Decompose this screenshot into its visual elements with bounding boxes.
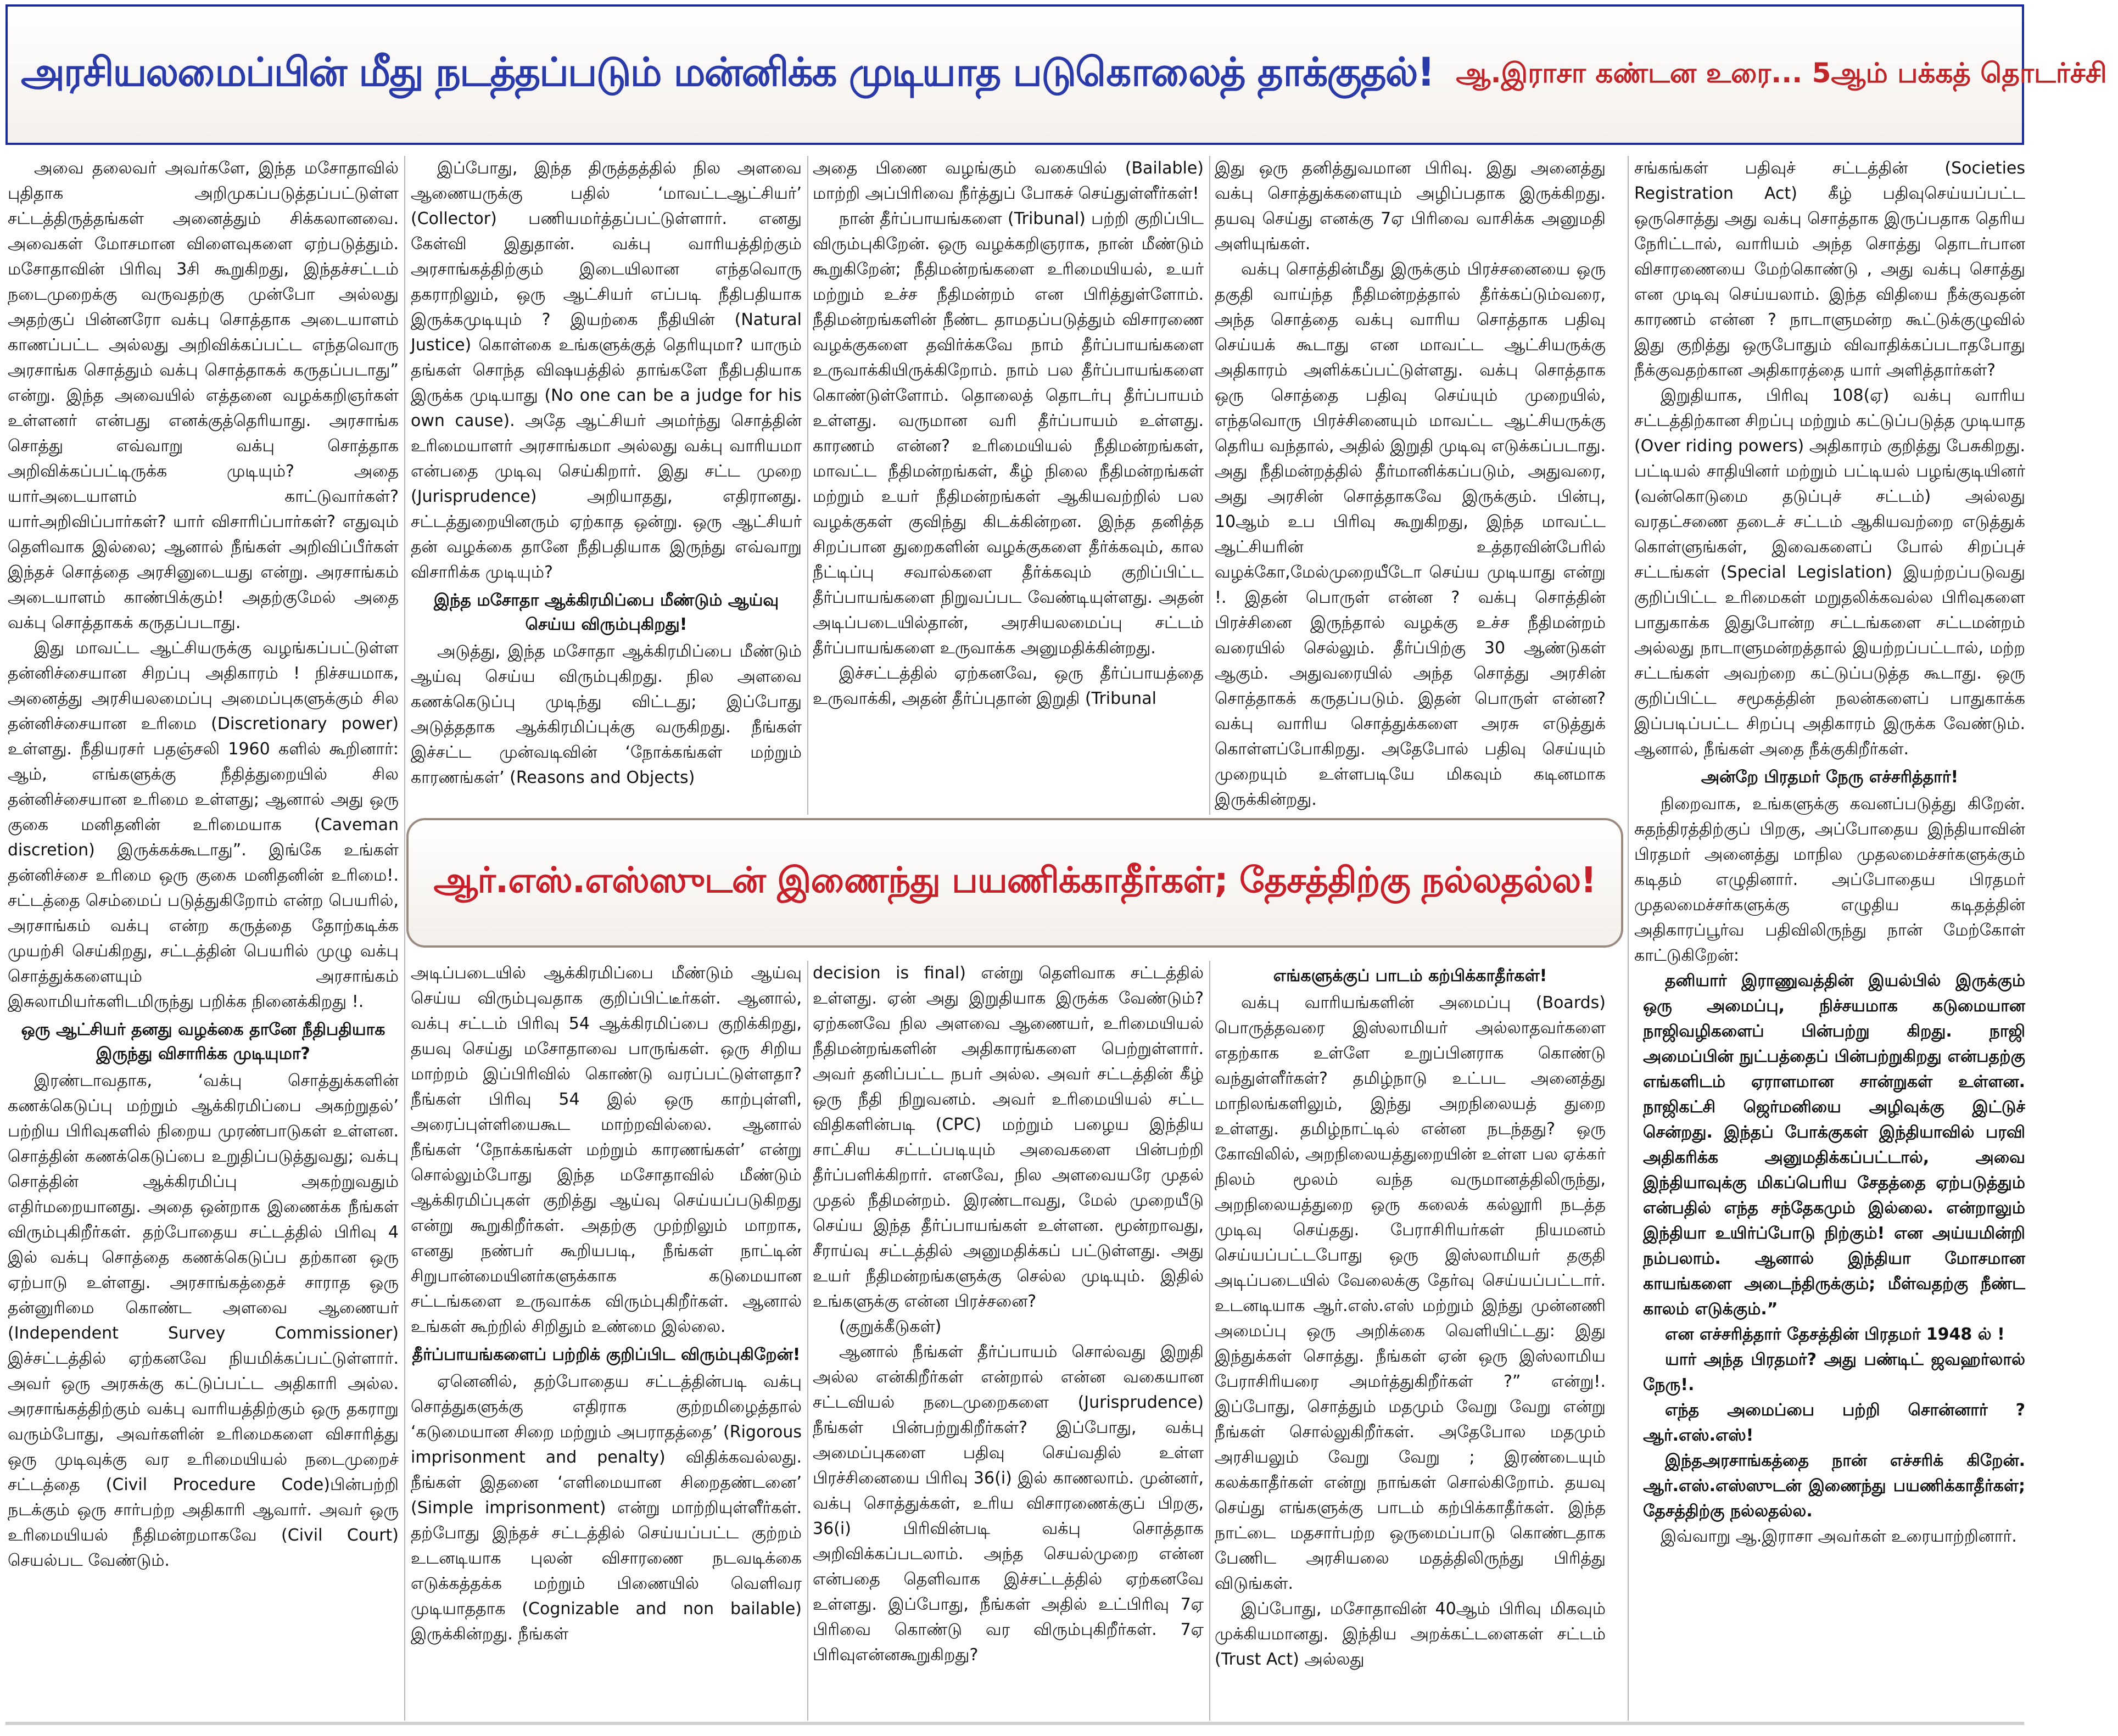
- paragraph: ஏனெனில், தற்போதைய சட்டத்தின்படி வக்பு சொத்துகளுக்கு எதிராக குற்றமிழைத்தால் ‘கடுமையான சிறை மற்றும் அபராதத்தை’ (Rigorous imprisonment and penalty) விதிக்கவல்லது. நீங்கள் இதனை ‘எளிமையான சிறைதண்டனை’ (Simple imprisonment) என்று மாற்றியுள்ளீர்கள். தற்போது இந்தச் சட்டத்தில் செய்யப்பட்ட குற்றம் உடனடியாக புலன் விசாரணை நடவடிக்கை எடுக்கத்தக்க மற்றும் பிணையில் வெளிவர முடியாததாக (Cognizable and non bailable) இருக்கின்றது. நீங்கள்: [411, 1372, 802, 1644]
- paragraph: இரண்டாவதாக, ‘வக்பு சொத்துக்களின் கணக்கெடுப்பு மற்றும் ஆக்கிரமிப்பை அகற்றுதல்’ பற்றிய பிரிவுகளில் நிறைய முரண்பாடுகள் உள்ளன. சொத்தின் கணக்கெடுப்பை உறுதிப்படுத்துவது; வக்பு சொத்தின் ஆக்கிரமிப்பு அகற்றுவதும் எதிர்மறையானது. அதை ஒன்றாக இணைக்க நீங்கள் விரும்புகிறீர்கள். தற்போதைய சட்டத்தில் பிரிவு 4 இல் வக்பு சொத்தை கணக்கெடுப்ப தற்கான ஒரு ஏற்பாடு உள்ளது. அரசாங்கத்தைச் சாராத ஒரு தன்னுரிமை கொண்ட அளவை ஆணையர் (Independent Survey Commissioner) இச்சட்டத்தில் ஏற்கனவே நியமிக்கப்பட்டுள்ளார். அவர் ஒரு அரசுக்கு கட்டுப்பட்ட அதிகாரி அல்ல. அரசாங்கத்திற்கும் வக்பு வாரியத்திற்கும் ஒரு தகராறு வரும்போது, அவர்களின் உரிமைகளை விசாரித்து ஒரு முடிவுக்கு வர உரிமையியல் நடைமுறைச் சட்டத்தை (Civil Procedure Code)பின்பற்றி நடக்கும் ஒரு சார்பற்ற அதிகாரி ஆவார். அவர் ஒரு உரிமையியல் நீதிமன்றமாகவே (Civil Court) செயல்பட வேண்டும்.: [8, 1071, 399, 1570]
- subheading: எங்களுக்குப் பாடம் கற்பிக்காதீர்கள்!: [1273, 966, 1547, 985]
- paragraph: decision is final) என்று தெளிவாக சட்டத்தில் உள்ளது. ஏன் அது இறுதியாக இருக்க வேண்டும்? ஏற்கனவே நில அளவை ஆணையர், உரிமையியல் நீதிமன்றங்களின் அதிகாரங்களை பெற்றுள்ளார். அவர் தனிப்பட்ட நபர் அல்ல. அவர் சட்டத்தின் கீழ் ஒரு நீதி நிறுவனம். அவர் உரிமையியல் சட்ட விதிகளின்படி (CPC) மற்றும் பழைய இந்திய சாட்சிய சட்டப்படியும் அவைகளை பின்பற்றி தீர்ப்பளிக்கிறார். எனவே, நில அளவையரே முதல் முதல் நீதிமன்றம். இரண்டாவது, மேல் முறையீடு செய்ய இந்த தீர்ப்பாயங்கள் உள்ளன. மூன்றாவது, சீராய்வு சட்டத்தில் அனுமதிக்கப் பட்டுள்ளது. அது உயர் நீதிமன்றங்களுக்கு செல்ல முடியும். இதில் உங்களுக்கு என்ன பிரச்சனை?: [813, 964, 1204, 1311]
- quote-question: எந்த அமைப்பை பற்றி சொன்னார் ? ஆர்.எஸ்.எஸ்!: [1643, 1401, 2025, 1445]
- quote-question: யார் அந்த பிரதமர்? அது பண்டிட் ஜவஹர்லால் நேரு!.: [1643, 1350, 2025, 1395]
- subheading: இந்த மசோதா ஆக்கிரமிப்பை மீண்டும் ஆய்வு செய்ய விரும்புகிறது!: [433, 591, 779, 634]
- paragraph: இப்போது, மசோதாவின் 40ஆம் பிரிவு மிகவும் முக்கியமானது. இந்திய அறக்கட்டளைகள் சட்டம் (Trust Act) அல்லது: [1215, 1599, 1606, 1669]
- column-divider: [1209, 156, 1210, 815]
- paragraph: நான் தீர்ப்பாயங்களை (Tribunal) பற்றி குறிப்பிட விரும்புகிறேன். ஒரு வழக்கறிஞராக, நான் மீண்டும் கூறுகிறேன்; நீதிமன்றங்களை உரிமையியல், உயர் மற்றும் உச்ச நீதிமன்றம் என பிரித்துள்ளோம். நீதிமன்றங்களின் நீண்ட தாமதப்படுத்தும் விசாரணை வழக்குகளை தவிர்க்கவே நாம் தீர்ப்பாயங்களை உருவாக்கியிருக்கிறோம். நாம் பல தீர்ப்பாயங்களை கொண்டுள்ளோம். தொலைத் தொடர்பு தீர்ப்பாயம் உள்ளது. வருமான வரி தீர்ப்பாயம் உள்ளது. காரணம் என்ன? உரிமையியல் நீதிமன்றங்கள், மாவட்ட நீதிமன்றங்கள், கீழ் நிலை நீதிமன்றங்கள் மற்றும் உயர் நீதிமன்றங்கள் ஆகியவற்றில் பல வழக்குகள் குவிந்து கிடக்கின்றன. இந்த தனித்த சிறப்பான துறைகளின் வழக்குகளை தீர்க்கவும், கால நீட்டிப்பு சவால்களை தீர்க்கவும் குறிப்பிட்ட தீர்ப்பாயங்களை நிறுவப்பட வேண்டியுள்ளது. அதன் அடிப்படையில்தான், அரசியலமைப்பு சட்டம் தீர்ப்பாயங்களை உருவாக்க அனுமதிக்கின்றது.: [813, 209, 1204, 658]
- paragraph: இப்போது, இந்த திருத்தத்தில் நில அளவை ஆணையருக்கு பதில் ‘மாவட்டஆட்சியர்’ (Collector) பணியமர்த்தப்பட்டுள்ளார். எனது கேள்வி இதுதான். வக்பு வாரியத்திற்கும் அரசாங்கத்திற்கும் இடையிலான எந்தவொரு தகராறிலும், ஒரு ஆட்சியர் எப்படி நீதிபதியாக இருக்கமுடியும் ? இயற்கை நீதியின் (Natural Justice) கொள்கை உங்களுக்குத் தெரியுமா? யாரும் தங்கள் சொந்த விஷயத்தில் தாங்களே நீதிபதியாக இருக்க முடியாது (No one can be a judge for his own cause). அதே ஆட்சியர் அமர்ந்து சொத்தின் உரிமையாளர் அரசாங்கமா அல்லது வக்பு வாரியமா என்பதை முடிவு செய்கிறார். இது சட்ட முறை (Jurisprudence) அறியாதது, எதிரானது. சட்டத்துறையினரும் ஏற்காத ஒன்று. ஒரு ஆட்சியர் தன் வழக்கை தானே நீதிபதியாக இருந்து எவ்வாறு விசாரிக்க முடியும்?: [411, 159, 802, 582]
- subheading: அன்றே பிரதமர் நேரு எச்சரித்தார்!: [1701, 768, 1959, 787]
- paragraph: வக்பு வாரியங்களின் அமைப்பு (Boards) பொருத்தவரை இஸ்லாமியர் அல்லாதவர்களை எதற்காக உள்ளே உறுப்பினராக கொண்டு வந்துள்ளீர்கள்? தமிழ்நாடு உட்பட அனைத்து மாநிலங்களிலும், இந்து அறநிலையத் துறை உள்ளது. தமிழ்நாட்டில் என்ன நடந்தது? ஒரு கோவிலில், அறநிலையத்துறையின் உள்ள பல ஏக்கர் நிலம் மூலம் வந்த வருமானத்திலிருந்து, அறநிலையத்துறை ஒரு கலைக் கல்லூரி நடத்த முடிவு செய்தது. பேராசிரியர்கள் நியமனம் செய்யப்பட்டபோது ஒரு இஸ்லாமியர் தகுதி அடிப்படையில் வேலைக்கு தேர்வு செய்யப்பட்டார். உடனடியாக ஆர்.எஸ்.எஸ் மற்றும் இந்து முன்னணி அமைப்பு ஒரு அறிக்கை வெளியிட்டது: இது இந்துக்கள் சொத்து. நீங்கள் ஏன் ஒரு இஸ்லாமிய பேராசிரியரை அமர்த்துகிறீர்கள் ?” என்று!. இப்போது, சொத்தும் மதமும் வேறு வேறு என்று நீங்கள் சொல்லுகிறீர்கள். அதேபோல மதமும் அரசியலும் வேறு வேறு ; இரண்டையும் கலக்காதீர்கள் என்று நாங்கள் சொல்கிறோம். தயவு செய்து எங்களுக்கு பாடம் கற்பிக்காதீர்கள். இந்த நாட்டை மதசார்பற்ற ஒருமைப்பாடு கொண்டதாக பேணிட அரசியலை மதத்திலிருந்து பிரித்து விடுங்கள்.: [1215, 993, 1606, 1593]
- column-divider: [807, 156, 808, 815]
- article-column-4-bottom: [1215, 961, 1606, 1721]
- article-column-1: [8, 156, 399, 1721]
- paragraph: அடுத்து, இந்த மசோதா ஆக்கிரமிப்பை மீண்டும் ஆய்வு செய்ய விரும்புகிறது. நில அளவை கணக்கெடுப்பு முடிந்து விட்டது; இப்போது அடுத்ததாக ஆக்கிரமிப்புக்கு வருகிறது. நீங்கள் இச்சட்ட முன்வடிவின் ‘நோக்கங்கள் மற்றும் காரணங்கள்’ (Reasons and Objects): [411, 642, 802, 787]
- pull-quote-box: [406, 818, 1623, 948]
- warning-paragraph: இந்தஅரசாங்கத்தை நான் எச்சரிக் கிறேன். ஆர்.எஸ்.எஸ்ஸுடன் இணைந்து பயணிக்காதீர்கள்; தேசத்திற்கு நல்லதல்ல.: [1643, 1451, 2025, 1521]
- column-divider: [404, 156, 405, 1721]
- paragraph: இது மாவட்ட ஆட்சியருக்கு வழங்கப்பட்டுள்ள தன்னிச்சையான சிறப்பு அதிகாரம் ! நிச்சயமாக, அனைத்து அரசியலமைப்பு அமைப்புகளுக்கும் சில தன்னிச்சையான உரிமை (Discretionary power) உள்ளது. நீதியரசர் பதஞ்சலி 1960 களில் கூறினார்: ஆம், எங்களுக்கு நீதித்துறையில் சில தன்னிச்சையான உரிமை உள்ளது; ஆனால் அது ஒரு குகை மனிதனின் உரிமையாக (Caveman discretion) இருக்கக்கூடாது”. இங்கே உங்கள் தன்னிச்சை உரிமை ஒரு குகை மனிதனின் உரிமை!. சட்டத்தை செம்மைப் படுத்துகிறோம் என்ற பெயரில், அரசாங்கம் வக்பு என்ற கருத்தை தோற்கடிக்க முயற்சி செய்கிறது, சட்டத்தின் பெயரில் முழு வக்பு சொத்துக்களையும் அரசாங்கம் இசுலாமியர்களிடமிருந்து பறிக்க நினைக்கிறது !.: [8, 639, 399, 1011]
- continuation-note: ஆ.இராசா கண்டன உரை... 5ஆம் பக்கத் தொடர்ச்சி: [1456, 57, 2107, 89]
- footer-rule: [5, 1722, 2024, 1725]
- article-column-3-bottom: [813, 961, 1204, 1721]
- paragraph: இது ஒரு தனித்துவமான பிரிவு. இது அனைத்து வக்பு சொத்துக்களையும் அழிப்பதாக இருக்கிறது. தயவு செய்து எனக்கு 7ஏ பிரிவை வாசிக்க அனுமதி அளியுங்கள்.: [1215, 159, 1606, 254]
- subheading: ஒரு ஆட்சியர் தனது வழக்கை தானே நீதிபதியாக இருந்து விசாரிக்க முடியுமா?: [21, 1020, 385, 1063]
- column-divider: [1628, 156, 1629, 1721]
- headline-banner: [5, 4, 2107, 145]
- article-column-2-bottom: [411, 961, 802, 1721]
- paragraph: வக்பு சொத்தின்மீது இருக்கும் பிரச்சனையை ஒரு தகுதி வாய்ந்த நீதிமன்றத்தால் தீர்க்கப்டும்வரை, அந்த சொத்தை வக்பு வாரிய சொத்தாக பதிவு செய்யக் கூடாது என மாவட்ட ஆட்சியருக்கு அதிகாரம் அளிக்கப்பட்டுள்ளது. வக்பு சொத்தாக ஒரு சொத்தை பதிவு செய்யும் முறையில், எந்தவொரு பிரச்சினையும் மாவட்ட ஆட்சியருக்கு தெரிய வந்தால், அதில் இறுதி முடிவு எடுக்கப்படாது. அது நீதிமன்றத்தில் தீர்மானிக்கப்படும், அதுவரை, அது அரசின் சொத்தாகவே இருக்கும். பின்பு, 10ஆம் உப பிரிவு கூறுகிறது, இந்த மாவட்ட ஆட்சியரின் உத்தரவின்பேரில் வழக்கோ,மேல்முறையீடோ செய்ய முடியாது என்று !. இதன் பொருள் என்ன ? வக்பு சொத்தின் பிரச்சினை இருந்தால் வழக்கு உச்ச நீதிமன்றம் வரையில் செல்லும். தீர்ப்பிற்கு 30 ஆண்டுகள் ஆகும். அதுவரையில் அந்த சொத்து அரசின் சொத்தாகக் கருதப்படும். இதன் பொருள் என்ன? வக்பு வாரிய சொத்துக்களை அரசு எடுத்துக் கொள்ளப்போகிறது. அதேபோல் பதிவு செய்யும் முறையும் உள்ளபடியே மிகவும் கடினமாக இருக்கின்றது.: [1215, 260, 1606, 809]
- paragraph: அதை பிணை வழங்கும் வகையில் (Bailable) மாற்றி அப்பிரிவை நீர்த்துப் போகச் செய்துள்ளீர்கள்!: [813, 159, 1204, 203]
- quote-attribution: என எச்சரித்தார் தேசத்தின் பிரதமர் 1948 ல் !: [1665, 1325, 2005, 1344]
- pull-quote-text: ஆர்.எஸ்.எஸ்ஸுடன் இணைந்து பயணிக்காதீர்கள்; தேசத்திற்கு நல்லதல்ல!: [433, 860, 1596, 901]
- subheading: தீர்ப்பாயங்களைப் பற்றிக் குறிப்பிட விரும்புகிறேன்!: [412, 1345, 801, 1364]
- article-column-5: [1634, 156, 2025, 1721]
- article-column-3-top: [813, 156, 1204, 815]
- paragraph: ஆனால் நீங்கள் தீர்ப்பாயம் சொல்வது இறுதி அல்ல என்கிறீர்கள் என்றால் என்ன வகையான சட்டவியல் நடைமுறைகளை (Jurisprudence) நீங்கள் பின்பற்றுகிறீர்கள்? இப்போது, வக்பு அமைப்புகளை பதிவு செய்வதில் உள்ள பிரச்சினையை பிரிவு 36(i) இல் காணலாம். முன்னர், வக்பு சொத்துக்கள், உரிய விசாரணைக்குப் பிறகு, 36(i) பிரிவின்படி வக்பு சொத்தாக அறிவிக்கப்படலாம். அந்த செயல்முறை என்ன என்பதை தெளிவாக இச்சட்டத்தில் ஏற்கனவே உள்ளது. இப்போது, நீங்கள் அதில் உட்பிரிவு 7ஏ பிரிவை கொண்டு வர விரும்புகிறீர்கள். 7ஏ பிரிவுஎன்னகூறுகிறது?: [813, 1342, 1204, 1665]
- paragraph: (குறுக்கீடுகள்): [839, 1317, 942, 1336]
- article-column-4-top: [1215, 156, 1606, 815]
- paragraph: சங்கங்கள் பதிவுச் சட்டத்தின் (Societies Registration Act) கீழ் பதிவுசெய்யப்பட்ட ஒருசொத்து அது வக்பு சொத்தாக இருப்பதாக தெரிய நேரிட்டால், வாரியம் அந்த சொத்து தொடர்பான விசாரணையை மேற்கொண்டு , அது வக்பு சொத்து என முடிவு செய்யலாம். இந்த விதியை நீக்குவதன் காரணம் என்ன ? நாடாளுமன்ற கூட்டுக்குழுவில் இது குறித்து ஒருபோதும் விவாதிக்கப்படாதபோது நீக்குவதற்கான அதிகாரத்தை யார் அளித்தார்கள்?: [1634, 159, 2025, 380]
- nehru-quote: தனியார் இராணுவத்தின் இயல்பில் இருக்கும் ஒரு அமைப்பு, நிச்சயமாக கடுமையான நாஜிவழிகளைப் பின்பற்று கிறது. நாஜி அமைப்பின் நுட்பத்தைப் பின்பற்றுகிறது என்பதற்கு எங்களிடம் ஏராளமான சான்றுகள் உள்ளன. நாஜிகட்சி ஜெர்மனியை அழிவுக்கு இட்டுச் சென்றது. இந்தப் போக்குகள் இந்தியாவில் பரவி அதிகரிக்க அனுமதிக்கப்பட்டால், அவை இந்தியாவுக்கு மிகப்பெரிய சேதத்தை ஏற்படுத்தும் என்பதில் எந்த சந்தேகமும் இல்லை. என்றாலும் இந்தியா உயிர்ப்போடு நிற்கும்! என அய்யமின்றி நம்பலாம். ஆனால் இந்தியா மோசமான காயங்களை அடைந்திருக்கும்; மீள்வதற்கு நீண்ட காலம் எடுக்கும்.”: [1643, 971, 2025, 1319]
- paragraph: அவை தலைவர் அவர்களே, இந்த மசோதாவில் புதிதாக அறிமுகப்படுத்தப்பட்டுள்ள சட்டத்திருத்தங்கள் அனைத்தும் சிக்கலானவை. அவைகள் மோசமான விளைவுகளை ஏற்படுத்தும். மசோதாவின் பிரிவு 3சி கூறுகிறது, இந்தச்சட்டம் நடைமுறைக்கு வருவதற்கு முன்போ அல்லது அதற்குப் பின்னரோ வக்பு சொத்தாக அடையாளம் காணப்பட்ட அல்லது அறிவிக்கப்பட்ட எந்தவொரு அரசாங்க சொத்தும் வக்பு சொத்தாகக் கருதப்படாது” என்று. இந்த அவையில் எத்தனை வழக்கறிஞர்கள் உள்ளனர் என்பது எனக்குத்தெரியாது. அரசாங்க சொத்து எவ்வாறு வக்பு சொத்தாக அறிவிக்கப்பட்டிருக்க முடியும்? அதை யார்அடையாளம் காட்டுவார்கள்? யார்அறிவிப்பார்கள்? யார் விசாரிப்பார்கள்? எதுவும் தெளிவாக இல்லை; ஆனால் நீங்கள் அறிவிப்பீர்கள் இந்தச் சொத்தை அரசினுடையது என்று. அரசாங்கம் அடையாளம் காண்பிக்கும்! அதற்குமேல் அதை வக்பு சொத்தாகக் கருதப்படாது.: [8, 159, 399, 632]
- paragraph: அடிப்படையில் ஆக்கிரமிப்பை மீண்டும் ஆய்வு செய்ய விரும்புவதாக குறிப்பிட்டீர்கள். ஆனால், வக்பு சட்டம் பிரிவு 54 ஆக்கிரமிப்பை குறிக்கிறது, தயவு செய்து மசோதாவை பாருங்கள். ஒரு சிறிய மாற்றம் இப்பிரிவில் கொண்டு வரப்பட்டுள்ளதா? நீங்கள் பிரிவு 54 இல் ஒரு காற்புள்ளி, அரைப்புள்ளியைகூட மாற்றவில்லை. ஆனால் நீங்கள் ‘நோக்கங்கள் மற்றும் காரணங்கள்’ என்று சொல்லும்போது இந்த மசோதாவில் மீண்டும் ஆக்கிரமிப்புகள் குறித்து ஆய்வு செய்யப்படுகிறது என்று கூறுகிறீர்கள். அதற்கு முற்றிலும் மாறாக, எனது நண்பர் கூறியபடி, நீங்கள் நாட்டின் சிறுபான்மையினர்களுக்காக கடுமையான சட்டங்களை உருவாக்க விரும்புகிறீர்கள். ஆனால் உங்கள் கூற்றில் சிறிதும் உண்மை இல்லை.: [411, 964, 802, 1336]
- column-divider: [1209, 961, 1210, 1721]
- paragraph: இறுதியாக, பிரிவு 108(ஏ) வக்பு வாரிய சட்டத்திற்கான சிறப்பு மற்றும் கட்டுப்படுத்த முடியாத (Over riding powers) அதிகாரம் குறித்து பேசுகிறது. பட்டியல் சாதியினர் மற்றும் பட்டியல் பழங்குடியினர் (வன்கொடுமை தடுப்புச் சட்டம்) அல்லது வரதட்சணை தடைச் சட்டம் ஆகியவற்றை எடுத்துக் கொள்ளுங்கள், இவைகளைப் போல் சிறப்புச் சட்டங்கள் (Special Legislation) இயற்றப்படுவது குறிப்பிட்ட உரிமைகள் மறுதலிக்கவல்ல பிரிவுகளை பாதுகாக்க இதுபோன்ற சட்டங்களை சட்டமன்றம் அல்லது நாடாளுமன்றத்தால் இயற்றப்பட்டால், மற்ற சட்டங்கள் அவற்றை கட்டுப்படுத்த கூடாது. ஒரு குறிப்பிட்ட சமூகத்தின் நலன்களைப் பாதுகாக்க இப்படிப்பட்ட சிறப்பு அதிகாரம் இருக்க வேண்டும். ஆனால், நீங்கள் அதை நீக்குகிறீர்கள்.: [1634, 386, 2025, 759]
- column-divider: [807, 961, 808, 1721]
- closing-paragraph: இவ்வாறு ஆ.இராசா அவர்கள் உரையாற்றினார்.: [1661, 1527, 2017, 1546]
- main-headline: அரசியலமைப்பின் மீது நடத்தப்படும் மன்னிக்க முடியாத படுகொலைத் தாக்குதல்!: [21, 49, 1434, 95]
- article-column-2-top: [411, 156, 802, 815]
- paragraph: இச்சட்டத்தில் ஏற்கனவே, ஒரு தீர்ப்பாயத்தை உருவாக்கி, அதன் தீர்ப்புதான் இறுதி (Tribunal: [813, 664, 1204, 708]
- paragraph: நிறைவாக, உங்களுக்கு கவனப்படுத்து கிறேன். சுதந்திரத்திற்குப் பிறகு, அப்போதைய இந்தியாவின் பிரதமர் அனைத்து மாநில முதலமைச்சர்களுக்கும் கடிதம் எழுதினார். அப்போதைய பிரதமர் முதலமைச்சர்களுக்கு எழுதிய கடிதத்தின் அதிகாரப்பூர்வ பதிவிலிருந்து நான் மேற்கோள் காட்டுகிறேன்:: [1634, 794, 2025, 965]
